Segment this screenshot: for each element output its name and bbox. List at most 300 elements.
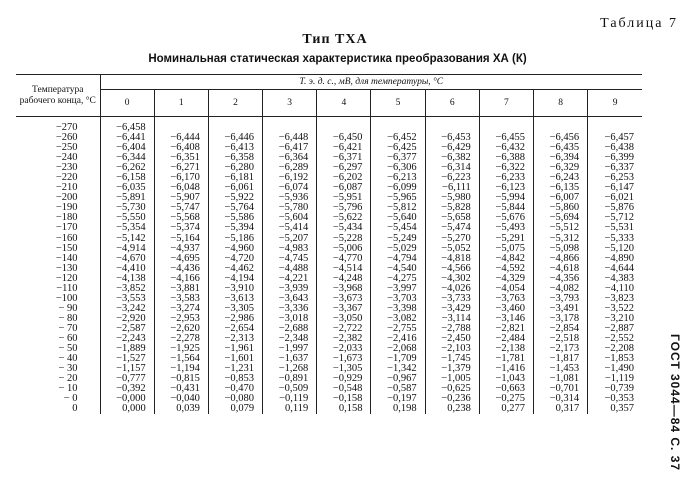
- emf-value-cell: −6,297: [317, 163, 371, 173]
- emf-value-cell: 0,238: [425, 404, 479, 414]
- table-number-label: Таблица 7: [600, 16, 678, 31]
- table-row: [16, 183, 642, 193]
- emf-value-cell: −0,929: [317, 374, 371, 384]
- emf-value-cell: −6,271: [154, 163, 208, 173]
- emf-group-header: Т. э. д. с., мВ, для температуры, °С: [100, 75, 642, 90]
- emf-value-cell: −3,242: [100, 304, 154, 314]
- table-row: [16, 244, 642, 254]
- temperature-cell: −160: [55, 232, 78, 244]
- emf-value-cell: −1,925: [154, 344, 208, 354]
- temperature-cell: − 30: [58, 363, 78, 375]
- temperature-cell: −250: [55, 142, 78, 154]
- emf-value-cell: −6,438: [588, 143, 642, 153]
- table-row: [16, 294, 642, 304]
- emf-value-cell: −2,348: [263, 334, 317, 344]
- emf-value-cell: [425, 117, 479, 134]
- digit-header: 7: [479, 90, 533, 117]
- emf-value-cell: −4,356: [534, 274, 588, 284]
- emf-value-cell: −0,431: [154, 384, 208, 394]
- table-row: [16, 394, 642, 404]
- table-row: [16, 193, 642, 203]
- emf-value-cell: 0,357: [588, 404, 642, 414]
- emf-value-cell: −3,881: [154, 284, 208, 294]
- emf-value-cell: −3,939: [263, 284, 317, 294]
- emf-value-cell: −1,231: [208, 364, 262, 374]
- emf-value-cell: −0,314: [534, 394, 588, 404]
- temperature-cell: − 90: [58, 302, 78, 314]
- table-row: [16, 334, 642, 344]
- emf-value-cell: −1,889: [100, 344, 154, 354]
- emf-value-cell: −4,166: [154, 274, 208, 284]
- table-row: [16, 213, 642, 223]
- emf-value-cell: −6,388: [479, 153, 533, 163]
- temperature-cell: −210: [55, 182, 78, 194]
- emf-value-cell: −4,138: [100, 274, 154, 284]
- emf-value-cell: −3,910: [208, 284, 262, 294]
- emf-value-cell: −0,853: [208, 374, 262, 384]
- emf-value-cell: −3,643: [263, 294, 317, 304]
- table-row: [16, 173, 642, 183]
- emf-value-cell: −5,186: [208, 234, 262, 244]
- emf-value-cell: −6,202: [317, 173, 371, 183]
- temperature-cell: −170: [55, 222, 78, 234]
- emf-value-cell: −6,382: [425, 153, 479, 163]
- emf-value-cell: −6,429: [425, 143, 479, 153]
- emf-value-cell: −3,336: [263, 304, 317, 314]
- emf-value-cell: −6,280: [208, 163, 262, 173]
- emf-value-cell: −5,374: [154, 223, 208, 233]
- emf-value-cell: −6,453: [425, 133, 479, 143]
- emf-value-cell: −5,270: [425, 234, 479, 244]
- emf-value-cell: −4,983: [263, 244, 317, 254]
- emf-value-cell: −5,474: [425, 223, 479, 233]
- emf-value-cell: −6,432: [479, 143, 533, 153]
- emf-value-cell: −5,052: [425, 244, 479, 254]
- emf-value-cell: −0,119: [263, 394, 317, 404]
- emf-value-cell: −6,358: [208, 153, 262, 163]
- digit-header: 9: [588, 90, 642, 117]
- emf-value-cell: −6,192: [263, 173, 317, 183]
- emf-value-cell: −6,404: [100, 143, 154, 153]
- emf-value-cell: −3,367: [317, 304, 371, 314]
- emf-value-cell: −2,068: [371, 344, 425, 354]
- temperature-cell: − 80: [58, 312, 78, 324]
- emf-value-cell: −0,777: [100, 374, 154, 384]
- digit-header: 3: [263, 90, 317, 117]
- emf-value-cell: −3,178: [534, 314, 588, 324]
- emf-value-cell: −4,410: [100, 264, 154, 274]
- emf-value-cell: 0,198: [371, 404, 425, 414]
- temperature-cell: −190: [55, 202, 78, 214]
- emf-value-cell: [479, 117, 533, 134]
- emf-value-cell: −6,213: [371, 173, 425, 183]
- emf-value-cell: −2,382: [317, 334, 371, 344]
- emf-value-cell: −3,733: [425, 294, 479, 304]
- emf-value-cell: −1,119: [588, 374, 642, 384]
- emf-value-cell: 0,119: [263, 404, 317, 414]
- table-row: [16, 374, 642, 384]
- emf-value-cell: [317, 117, 371, 134]
- emf-value-cell: −1,709: [371, 354, 425, 364]
- emf-value-cell: −3,673: [317, 294, 371, 304]
- temperature-cell: −140: [55, 252, 78, 264]
- emf-value-cell: −5,747: [154, 203, 208, 213]
- emf-value-cell: −6,458: [100, 117, 154, 134]
- emf-value-cell: −5,907: [154, 193, 208, 203]
- emf-value-cell: −6,351: [154, 153, 208, 163]
- emf-value-cell: −4,436: [154, 264, 208, 274]
- emf-value-cell: −5,249: [371, 234, 425, 244]
- emf-value-cell: −4,695: [154, 254, 208, 264]
- emf-value-cell: −1,379: [425, 364, 479, 374]
- temperature-cell: − 70: [58, 322, 78, 334]
- emf-value-cell: −6,048: [154, 183, 208, 193]
- emf-value-cell: −4,110: [588, 284, 642, 294]
- emf-value-cell: −6,456: [534, 133, 588, 143]
- emf-value-cell: −5,780: [263, 203, 317, 213]
- emf-value-cell: −0,275: [479, 394, 533, 404]
- emf-value-cell: −0,587: [371, 384, 425, 394]
- emf-value-cell: [588, 117, 642, 134]
- emf-value-cell: −5,075: [479, 244, 533, 254]
- emf-value-cell: −4,818: [425, 254, 479, 264]
- emf-value-cell: −6,329: [534, 163, 588, 173]
- digit-header: 2: [208, 90, 262, 117]
- emf-value-cell: −5,694: [534, 213, 588, 223]
- emf-value-cell: −5,658: [425, 213, 479, 223]
- emf-value-cell: −5,354: [100, 223, 154, 233]
- table-row: [16, 354, 642, 364]
- emf-value-cell: −6,021: [588, 193, 642, 203]
- emf-value-cell: −0,815: [154, 374, 208, 384]
- emf-value-cell: −5,414: [263, 223, 317, 233]
- emf-value-cell: −5,980: [425, 193, 479, 203]
- emf-value-cell: −4,540: [371, 264, 425, 274]
- emf-value-cell: −4,054: [479, 284, 533, 294]
- table-row: [16, 284, 642, 294]
- emf-value-cell: −4,644: [588, 264, 642, 274]
- emf-value-cell: −1,637: [263, 354, 317, 364]
- emf-value-cell: −6,147: [588, 183, 642, 193]
- emf-value-cell: −3,460: [479, 304, 533, 314]
- emf-value-cell: −5,568: [154, 213, 208, 223]
- emf-value-cell: −6,337: [588, 163, 642, 173]
- emf-value-cell: −3,703: [371, 294, 425, 304]
- emf-value-cell: −5,164: [154, 234, 208, 244]
- emf-value-cell: −4,914: [100, 244, 154, 254]
- emf-value-cell: −6,435: [534, 143, 588, 153]
- emf-value-cell: −1,342: [371, 364, 425, 374]
- emf-value-cell: −5,531: [588, 223, 642, 233]
- emf-value-cell: −5,586: [208, 213, 262, 223]
- table-row: [16, 314, 642, 324]
- emf-value-cell: −2,138: [479, 344, 533, 354]
- emf-value-cell: −6,306: [371, 163, 425, 173]
- table-row: [16, 254, 642, 264]
- emf-value-cell: −5,312: [534, 234, 588, 244]
- emf-value-cell: −3,429: [425, 304, 479, 314]
- temperature-cell: −220: [55, 172, 78, 184]
- emf-value-cell: [154, 117, 208, 134]
- emf-value-cell: −3,613: [208, 294, 262, 304]
- emf-value-cell: −4,794: [371, 254, 425, 264]
- emf-value-cell: −5,712: [588, 213, 642, 223]
- emf-value-cell: −3,398: [371, 304, 425, 314]
- digit-header: 6: [425, 90, 479, 117]
- emf-value-cell: −2,620: [154, 324, 208, 334]
- table-row: [16, 304, 642, 314]
- emf-value-cell: −2,788: [425, 324, 479, 334]
- emf-value-cell: −0,509: [263, 384, 317, 394]
- emf-value-cell: −3,968: [317, 284, 371, 294]
- emf-value-cell: −6,262: [100, 163, 154, 173]
- emf-value-cell: −2,953: [154, 314, 208, 324]
- emf-value-cell: −6,111: [425, 183, 479, 193]
- digit-header: 1: [154, 90, 208, 117]
- emf-value-cell: −0,197: [371, 394, 425, 404]
- table-row: [16, 163, 642, 173]
- emf-value-cell: −1,601: [208, 354, 262, 364]
- emf-value-cell: 0,000: [100, 404, 154, 414]
- emf-value-cell: −3,491: [534, 304, 588, 314]
- table-row: [16, 223, 642, 233]
- emf-value-cell: −2,033: [317, 344, 371, 354]
- table-row: [16, 143, 642, 153]
- emf-value-cell: −5,512: [534, 223, 588, 233]
- emf-value-cell: −4,026: [425, 284, 479, 294]
- emf-value-cell: −5,965: [371, 193, 425, 203]
- emf-value-cell: −5,812: [371, 203, 425, 213]
- emf-value-cell: −3,522: [588, 304, 642, 314]
- emf-value-cell: −1,043: [479, 374, 533, 384]
- emf-value-cell: −5,493: [479, 223, 533, 233]
- digit-header: 5: [371, 90, 425, 117]
- emf-value-cell: −5,550: [100, 213, 154, 223]
- emf-value-cell: −6,377: [371, 153, 425, 163]
- emf-value-cell: −5,796: [317, 203, 371, 213]
- emf-value-cell: −6,441: [100, 133, 154, 143]
- emf-value-cell: −6,074: [263, 183, 317, 193]
- temperature-cell: − 60: [58, 332, 78, 344]
- emf-value-cell: −1,005: [425, 374, 479, 384]
- emf-value-cell: [534, 117, 588, 134]
- digit-header: 0: [100, 90, 154, 117]
- emf-value-cell: −0,967: [371, 374, 425, 384]
- emf-value-cell: −6,322: [479, 163, 533, 173]
- emf-value-cell: −6,289: [263, 163, 317, 173]
- emf-value-cell: −1,527: [100, 354, 154, 364]
- emf-value-cell: −5,228: [317, 234, 371, 244]
- emf-value-cell: −0,040: [154, 394, 208, 404]
- temperature-cell: −150: [55, 242, 78, 254]
- emf-value-cell: −5,951: [317, 193, 371, 203]
- emf-value-cell: −6,421: [317, 143, 371, 153]
- emf-value-cell: −4,842: [479, 254, 533, 264]
- emf-value-cell: −6,035: [100, 183, 154, 193]
- emf-value-cell: −1,745: [425, 354, 479, 364]
- emf-value-cell: −1,997: [263, 344, 317, 354]
- table-row: [16, 324, 642, 334]
- emf-value-cell: [263, 117, 317, 134]
- emf-value-cell: −2,416: [371, 334, 425, 344]
- emf-value-cell: −3,082: [371, 314, 425, 324]
- emf-value-cell: −6,446: [208, 133, 262, 143]
- emf-value-cell: −0,080: [208, 394, 262, 404]
- emf-value-cell: −3,210: [588, 314, 642, 324]
- emf-value-cell: −6,394: [534, 153, 588, 163]
- emf-value-cell: −6,007: [534, 193, 588, 203]
- emf-value-cell: −2,208: [588, 344, 642, 354]
- table-row: [16, 264, 642, 274]
- emf-value-cell: −4,618: [534, 264, 588, 274]
- temperature-cell: −120: [55, 272, 78, 284]
- emf-value-cell: −3,146: [479, 314, 533, 324]
- emf-value-cell: −6,099: [371, 183, 425, 193]
- thermocouple-table: [16, 74, 642, 414]
- emf-value-cell: −0,701: [534, 384, 588, 394]
- emf-value-cell: −0,158: [317, 394, 371, 404]
- emf-value-cell: −5,936: [263, 193, 317, 203]
- table-row: [16, 364, 642, 374]
- emf-value-cell: −5,029: [371, 244, 425, 254]
- emf-value-cell: −1,305: [317, 364, 371, 374]
- emf-value-cell: −6,253: [588, 173, 642, 183]
- emf-value-cell: −2,103: [425, 344, 479, 354]
- emf-value-cell: −2,821: [479, 324, 533, 334]
- emf-value-cell: −2,654: [208, 324, 262, 334]
- table-row: [16, 117, 642, 134]
- table-row: [16, 344, 642, 354]
- emf-value-cell: 0,277: [479, 404, 533, 414]
- emf-value-cell: [371, 117, 425, 134]
- temperature-cell: − 50: [58, 343, 78, 355]
- emf-value-cell: −4,670: [100, 254, 154, 264]
- emf-value-cell: −0,548: [317, 384, 371, 394]
- emf-value-cell: −0,739: [588, 384, 642, 394]
- table-row: [16, 234, 642, 244]
- emf-value-cell: −4,514: [317, 264, 371, 274]
- emf-value-cell: −4,221: [263, 274, 317, 284]
- emf-value-cell: −5,142: [100, 234, 154, 244]
- emf-value-cell: −5,604: [263, 213, 317, 223]
- temperature-cell: −230: [55, 162, 78, 174]
- emf-value-cell: −6,158: [100, 173, 154, 183]
- emf-value-cell: −6,417: [263, 143, 317, 153]
- emf-value-cell: −1,268: [263, 364, 317, 374]
- emf-value-cell: −1,194: [154, 364, 208, 374]
- emf-value-cell: −3,763: [479, 294, 533, 304]
- emf-value-cell: −2,887: [588, 324, 642, 334]
- emf-value-cell: 0,317: [534, 404, 588, 414]
- emf-value-cell: −1,853: [588, 354, 642, 364]
- temperature-cell: −270: [55, 122, 78, 133]
- emf-value-cell: −4,866: [534, 254, 588, 264]
- emf-value-cell: −4,248: [317, 274, 371, 284]
- table-row: [16, 274, 642, 284]
- emf-value-cell: −0,236: [425, 394, 479, 404]
- table-row: [16, 404, 642, 414]
- digit-header: 8: [534, 90, 588, 117]
- emf-value-cell: −0,353: [588, 394, 642, 404]
- emf-value-cell: −0,000: [100, 394, 154, 404]
- emf-value-cell: −5,676: [479, 213, 533, 223]
- emf-value-cell: −4,275: [371, 274, 425, 284]
- temperature-cell: −100: [55, 292, 78, 304]
- temperature-cell: 0: [72, 403, 78, 415]
- emf-value-cell: −4,890: [588, 254, 642, 264]
- temperature-cell: −180: [55, 212, 78, 224]
- emf-value-cell: −5,828: [425, 203, 479, 213]
- emf-value-cell: −2,854: [534, 324, 588, 334]
- emf-value-cell: −2,587: [100, 324, 154, 334]
- emf-value-cell: −3,553: [100, 294, 154, 304]
- emf-value-cell: −3,050: [317, 314, 371, 324]
- emf-value-cell: 0,158: [317, 404, 371, 414]
- emf-value-cell: −6,408: [154, 143, 208, 153]
- emf-value-cell: −4,194: [208, 274, 262, 284]
- emf-value-cell: −3,823: [588, 294, 642, 304]
- emf-value-cell: −4,937: [154, 244, 208, 254]
- emf-value-cell: −6,087: [317, 183, 371, 193]
- emf-value-cell: −3,583: [154, 294, 208, 304]
- emf-value-cell: −6,135: [534, 183, 588, 193]
- emf-value-cell: −2,722: [317, 324, 371, 334]
- temperature-cell: −260: [55, 132, 78, 144]
- emf-value-cell: −0,392: [100, 384, 154, 394]
- emf-value-cell: −4,329: [479, 274, 533, 284]
- emf-value-cell: −3,274: [154, 304, 208, 314]
- temperature-cell: −110: [56, 282, 78, 294]
- emf-value-cell: −6,223: [425, 173, 479, 183]
- emf-value-cell: −6,364: [263, 153, 317, 163]
- emf-value-cell: −3,793: [534, 294, 588, 304]
- temperature-cell: − 40: [58, 353, 78, 365]
- emf-value-cell: −3,018: [263, 314, 317, 324]
- emf-value-cell: −5,891: [100, 193, 154, 203]
- emf-value-cell: −6,425: [371, 143, 425, 153]
- emf-value-cell: −6,371: [317, 153, 371, 163]
- emf-value-cell: −2,552: [588, 334, 642, 344]
- emf-value-cell: −2,450: [425, 334, 479, 344]
- emf-value-cell: −2,173: [534, 344, 588, 354]
- emf-value-cell: −4,462: [208, 264, 262, 274]
- emf-value-cell: −5,764: [208, 203, 262, 213]
- emf-value-cell: −5,207: [263, 234, 317, 244]
- emf-value-cell: −6,233: [479, 173, 533, 183]
- emf-value-cell: −1,961: [208, 344, 262, 354]
- temperature-column-header: Температура рабочего конца, °С: [16, 75, 100, 117]
- table-row: [16, 153, 642, 163]
- emf-value-cell: −5,333: [588, 234, 642, 244]
- emf-value-cell: −1,564: [154, 354, 208, 364]
- emf-value-cell: −3,997: [371, 284, 425, 294]
- emf-value-cell: −1,416: [479, 364, 533, 374]
- emf-value-cell: −1,081: [534, 374, 588, 384]
- emf-value-cell: −5,844: [479, 203, 533, 213]
- gost-page-side-label: ГОСТ 3044—84 С. 37: [668, 334, 682, 472]
- emf-value-cell: −6,170: [154, 173, 208, 183]
- emf-value-cell: −2,755: [371, 324, 425, 334]
- emf-value-cell: −2,278: [154, 334, 208, 344]
- emf-value-cell: −4,566: [425, 264, 479, 274]
- emf-value-cell: −1,781: [479, 354, 533, 364]
- emf-value-cell: −4,383: [588, 274, 642, 284]
- emf-value-cell: −6,243: [534, 173, 588, 183]
- emf-value-cell: −5,454: [371, 223, 425, 233]
- emf-value-cell: −1,817: [534, 354, 588, 364]
- emf-value-cell: 0,079: [208, 404, 262, 414]
- emf-value-cell: −2,313: [208, 334, 262, 344]
